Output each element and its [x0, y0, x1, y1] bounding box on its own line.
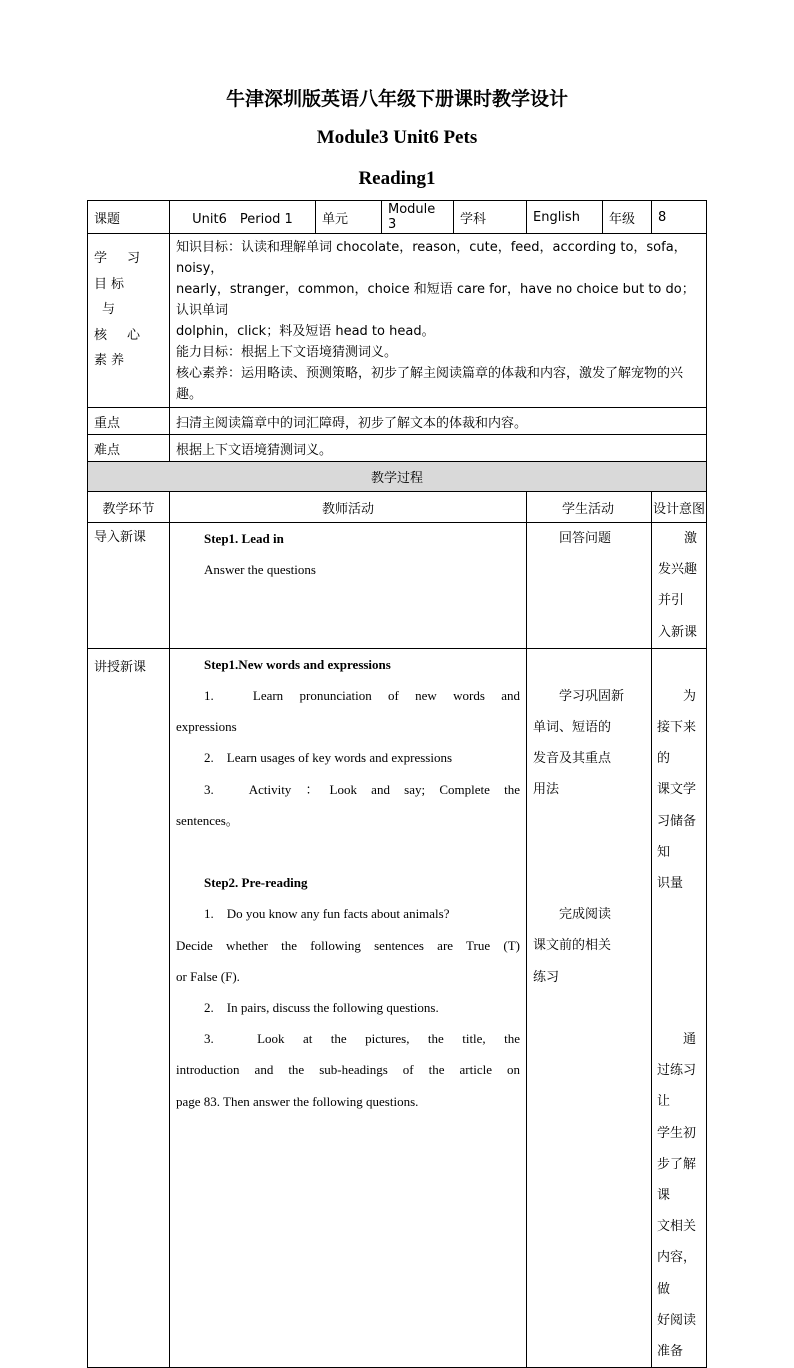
goals-label-line: 素养 — [94, 353, 124, 368]
knowledge-goal-line: 知识目标：认读和理解单词 chocolate，reason，cute，feed，according to，sofa，noisy， — [176, 240, 687, 276]
step1-title: Step1.New words and expressions — [204, 656, 391, 672]
pre-item1-line: Decide whether the following sentences are True (T) — [176, 937, 520, 953]
teach-stage: 讲授新课 — [88, 648, 170, 1367]
student1-line: 单词、短语的 — [533, 720, 612, 736]
goals-row — [88, 234, 707, 408]
purpose1-line: 课文学习储备知 — [657, 782, 697, 860]
goals-content — [170, 234, 707, 408]
pre-item3-line: page 83. Then answer the following questions. — [176, 1093, 419, 1109]
intro-teacher-line: Answer the questions — [204, 562, 316, 577]
document-title: 牛津深圳版英语八年级下册课时教学设计 — [225, 88, 568, 110]
goals-label-line: 核 心 — [94, 327, 140, 343]
student1-line: 发音及其重点 — [533, 751, 612, 767]
item2-line: 2. Learn usages of key words and expressions — [204, 750, 453, 766]
student2-line: 完成阅读 — [559, 907, 612, 923]
intro-stage: 导入新课 — [88, 523, 170, 649]
item3-line: sentences。 — [176, 812, 239, 828]
focus-text: 扫清主阅读篇章中的词汇障碍，初步了解文本的体裁和内容。 — [170, 408, 707, 435]
difficulty-text: 根据上下文语境猜测词义。 — [170, 435, 707, 462]
lesson-title: Reading1 — [358, 168, 436, 189]
student1-line: 用法 — [533, 782, 560, 798]
difficulty-row — [88, 435, 707, 462]
header-student: 学生活动 — [527, 492, 652, 523]
process-title-row — [88, 462, 707, 492]
intro-teacher — [170, 523, 527, 649]
process-header-row — [88, 492, 707, 523]
pre-item1-line: 1. Do you know any fun facts about animals? — [204, 906, 450, 922]
lesson-plan-table — [87, 200, 707, 1368]
core-goal-line: 趣。 — [176, 387, 203, 402]
purpose2-line: 学生初步了解课 — [657, 1125, 697, 1204]
pre-item3-line: introduction and the sub-headings of the article on — [176, 1062, 520, 1078]
step2-title: Step2. Pre-reading — [204, 875, 308, 891]
item1-line: 1. Learn pronunciation of new words and — [204, 688, 520, 704]
grade-label: 年级 — [603, 201, 652, 234]
purpose2-line: 文相关内容，做 — [657, 1219, 697, 1297]
teach-student — [527, 648, 652, 1367]
teach-teacher — [170, 648, 527, 1367]
intro-step-title: Step1. Lead in — [204, 531, 284, 546]
process-section-title: 教学过程 — [88, 462, 707, 492]
focus-row — [88, 408, 707, 435]
ability-goal: 能力目标：根据上下文语境猜测词义。 — [176, 345, 398, 360]
intro-student: 回答问题 — [527, 523, 652, 649]
knowledge-goal-line: nearly，stranger，common，choice 和短语 care for，have no choice but to do；认识单词 — [176, 282, 695, 318]
core-goal-line: 核心素养：运用略读、预测策略，初步了解主阅读篇章的体裁和内容，激发了解宠物的兴 — [176, 366, 684, 381]
student2-line: 课文前的相关 — [533, 938, 612, 954]
purpose2-line: 通过练习让 — [657, 1032, 697, 1110]
difficulty-label: 难点 — [88, 435, 170, 462]
pre-item2-line: 2. In pairs, discuss the following questions. — [204, 1000, 439, 1016]
intro-purpose: 激发兴趣并引 入新课 — [652, 523, 707, 649]
goals-label-line: 目标 — [94, 276, 124, 292]
unit-label: 单元 — [316, 201, 382, 234]
header-teacher: 教师活动 — [170, 492, 527, 523]
student2-line: 练习 — [533, 969, 560, 985]
student1-line: 学习巩固新 — [559, 688, 625, 704]
item3-line: 3. Activity ：Look and say; Complete the — [204, 781, 520, 797]
pre-item3-line: 3. Look at the pictures, the title, the — [204, 1031, 520, 1047]
item1-line: expressions — [176, 719, 237, 735]
goals-label — [88, 234, 170, 408]
knowledge-goal-line: dolphin，click；料及短语 head to head。 — [176, 324, 435, 339]
pre-item1-line: or False (F). — [176, 968, 240, 984]
purpose1-line: 识量 — [657, 876, 684, 892]
intro-row — [88, 523, 707, 649]
subject-value: English — [527, 201, 603, 234]
topic-value: Unit6 Period 1 — [170, 201, 316, 234]
teach-purpose — [652, 648, 707, 1367]
teach-row — [88, 648, 707, 1367]
goals-label-line: 学 习 — [94, 251, 140, 266]
subject-label: 学科 — [454, 201, 527, 234]
module-subtitle: Module3 Unit6 Pets — [316, 127, 478, 148]
focus-label: 重点 — [88, 408, 170, 435]
purpose1-line: 为接下来的 — [657, 688, 697, 767]
header-purpose: 设计意图 — [652, 492, 707, 523]
grade-value: 8 — [652, 201, 707, 234]
info-row — [88, 201, 707, 234]
topic-label: 课题 — [88, 201, 170, 234]
goals-label-line: 与 — [102, 302, 116, 317]
purpose2-line: 好阅读准备 — [657, 1312, 697, 1360]
unit-value: Module 3 — [382, 201, 454, 234]
header-stage: 教学环节 — [88, 492, 170, 523]
